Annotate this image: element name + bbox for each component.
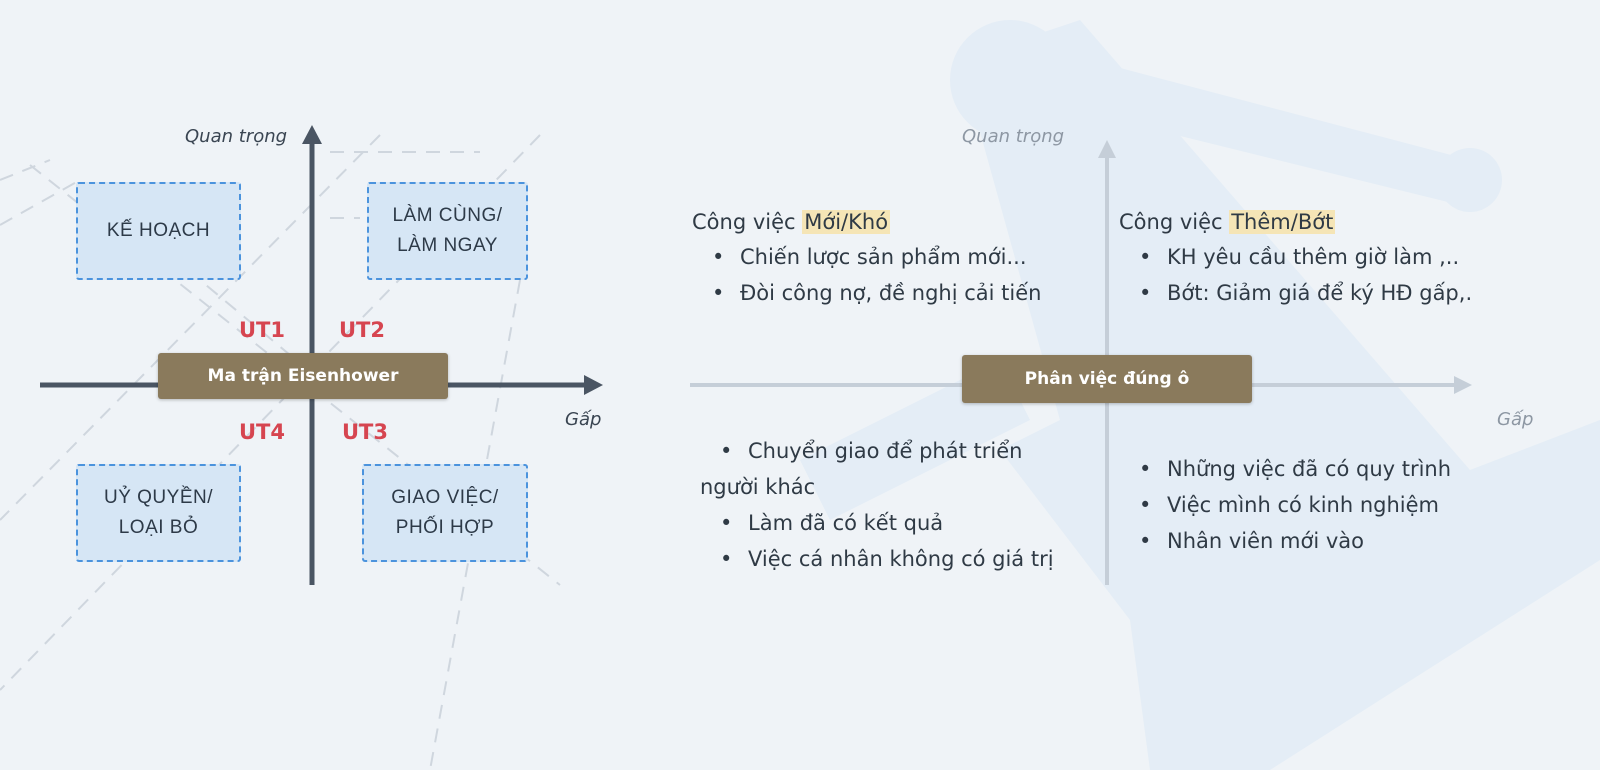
quadrant-box-label: KẾ HOẠCH: [106, 220, 211, 241]
list-item: • Nhân viên mới vào: [1119, 523, 1451, 559]
list-item: • Việc mình có kinh nghiệm: [1119, 487, 1451, 523]
list-item: • Chiến lược sản phẩm mới...: [692, 239, 1041, 275]
x-axis-label: Gấp: [565, 409, 602, 430]
quadrant-heading: [692, 205, 1041, 239]
heading-prefix: Công việc: [1119, 210, 1230, 234]
list-item: • Làm đã có kết quả: [700, 505, 1054, 541]
bullet-list: [1119, 239, 1472, 311]
quadrant-box-label: GIAO VIỆC/ PHỐI HỢP: [391, 487, 499, 538]
quadrant-box-label: LÀM CÙNG/ LÀM NGAY: [392, 205, 503, 256]
priority-label-ut1: UT1: [239, 318, 285, 342]
quadrant-heading: [1119, 205, 1472, 239]
y-axis-label: Quan trọng: [962, 126, 1065, 147]
bullet-list: [700, 505, 1054, 577]
eisenhower-title-banner: [158, 353, 448, 399]
list-item: • KH yêu cầu thêm giờ làm ,..: [1119, 239, 1472, 275]
list-item-continuation: người khác: [700, 475, 816, 499]
list-item: • Đòi công nợ, đề nghị cải tiến: [692, 275, 1041, 311]
heading-highlight: Mới/Khó: [804, 210, 889, 234]
y-axis-arrow-icon: [1098, 140, 1116, 158]
priority-label-ut4: UT4: [239, 420, 285, 444]
quadrant-text-routine: [1119, 451, 1451, 559]
quadrant-text-delegate: [700, 433, 1054, 577]
list-item: • Những việc đã có quy trình: [1119, 451, 1451, 487]
quadrant-box-label: UỶ QUYỀN/ LOẠI BỎ: [103, 487, 214, 538]
bullet-list: [692, 239, 1041, 311]
y-axis-label: Quan trọng: [185, 126, 288, 147]
heading-prefix: Công việc: [692, 210, 803, 234]
task-assignment-title-banner: [962, 355, 1252, 403]
priority-label-ut2: UT2: [339, 318, 385, 342]
quadrant-box-plan: [76, 182, 241, 280]
x-axis-arrow-icon: [1454, 376, 1472, 394]
list-item: • Chuyển giao để phát triển: [700, 433, 1054, 469]
quadrant-box-do-now: [367, 182, 528, 280]
quadrant-text-add-reduce: [1119, 205, 1472, 311]
list-item: • Bớt: Giảm giá để ký HĐ gấp,.: [1119, 275, 1472, 311]
bullet-list: [1119, 451, 1451, 559]
heading-highlight: Thêm/Bớt: [1231, 210, 1334, 234]
bullet-list: [700, 433, 1054, 469]
x-axis-label: Gấp: [1497, 409, 1534, 430]
quadrant-text-new-hard: [692, 205, 1041, 311]
quadrant-box-assign-coordinate: [362, 464, 528, 562]
priority-label-ut3: UT3: [342, 420, 388, 444]
list-item: • Việc cá nhân không có giá trị: [700, 541, 1054, 577]
quadrant-box-delegate-eliminate: [76, 464, 241, 562]
banner-label: Phân việc đúng ô: [1024, 369, 1190, 389]
banner-label: Ma trận Eisenhower: [207, 366, 399, 386]
